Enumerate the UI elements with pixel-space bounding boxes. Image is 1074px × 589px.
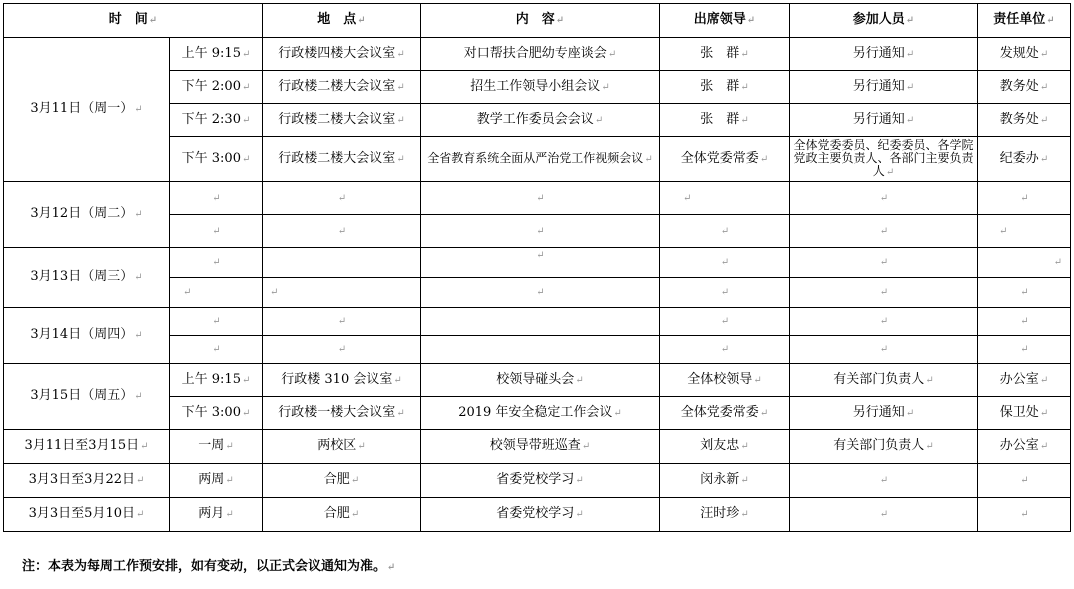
empty-cell: ↵ [660, 248, 790, 278]
dept-cell: 教务处↵ [978, 71, 1071, 104]
empty-cell: ↵ [660, 278, 790, 308]
empty-cell: ↵ [790, 308, 978, 336]
dept-cell: 办公室↵ [978, 364, 1071, 397]
table-row [4, 182, 1071, 215]
place-cell: 行政楼二楼大会议室↵ [263, 71, 421, 104]
table-row [4, 248, 1071, 278]
empty-cell: ↵ [263, 308, 421, 336]
time-cell: 下午 3:00↵ [170, 397, 263, 430]
dept-cell: 纪委办↵ [978, 137, 1071, 182]
day-cell: 3月14日（周四）↵ [4, 308, 170, 364]
leader-cell: 全体校领导↵ [660, 364, 790, 397]
place-cell: 行政楼二楼大会议室↵ [263, 104, 421, 137]
leader-cell: 全体党委常委↵ [660, 137, 790, 182]
empty-cell: ↵ [660, 308, 790, 336]
time-cell: 下午 3:00↵ [170, 137, 263, 182]
place-cell: 行政楼四楼大会议室↵ [263, 38, 421, 71]
time-cell: 上午 9:15↵ [170, 364, 263, 397]
empty-cell: ↵ [421, 215, 660, 248]
empty-cell: ↵ [978, 248, 1071, 278]
header-time: 时 间↵ [4, 4, 263, 38]
empty-cell: ↵ [263, 182, 421, 215]
dept-cell: 发规处↵ [978, 38, 1071, 71]
empty-cell [263, 248, 421, 278]
empty-cell: ↵ [421, 182, 660, 215]
schedule-table [3, 3, 1071, 532]
empty-cell: ↵ [790, 182, 978, 215]
time-cell: 下午 2:30↵ [170, 104, 263, 137]
place-cell: 行政楼 310 会议室↵ [263, 364, 421, 397]
place-cell: 两校区↵ [263, 430, 421, 464]
leader-cell: 张 群↵ [660, 104, 790, 137]
participants-cell: 另行通知↵ [790, 71, 978, 104]
footnote: 注：本表为每周工作预安排，如有变动，以正式会议通知为准。↵ [22, 559, 396, 574]
table-row [4, 498, 1071, 532]
empty-cell: ↵ [170, 308, 263, 336]
table-row [4, 464, 1071, 498]
place-cell: 合肥↵ [263, 498, 421, 532]
participants-cell: ↵ [790, 498, 978, 532]
content-cell: 省委党校学习↵ [421, 464, 660, 498]
header-participants: 参加人员↵ [790, 4, 978, 38]
content-cell: 校领导碰头会↵ [421, 364, 660, 397]
time-cell: 下午 2:00↵ [170, 71, 263, 104]
place-cell: 行政楼二楼大会议室↵ [263, 137, 421, 182]
empty-cell: ↵ [978, 215, 1071, 248]
participants-cell: 有关部门负责人↵ [790, 430, 978, 464]
table-row [4, 38, 1071, 71]
empty-cell: ↵ [978, 308, 1071, 336]
empty-cell: ↵ [790, 278, 978, 308]
empty-cell: ↵ [978, 336, 1071, 364]
day-cell: 3月3日至5月10日↵ [4, 498, 170, 532]
empty-cell: ↵ [170, 278, 263, 308]
empty-cell: ↵ [170, 215, 263, 248]
dept-cell: 教务处↵ [978, 104, 1071, 137]
day-cell: 3月15日（周五）↵ [4, 364, 170, 430]
leader-cell: 刘友忠↵ [660, 430, 790, 464]
empty-cell: ↵ [978, 278, 1071, 308]
header-content: 内 容↵ [421, 4, 660, 38]
time-cell: 一周↵ [170, 430, 263, 464]
day-cell: 3月11日（周一）↵ [4, 38, 170, 182]
leader-cell: 张 群↵ [660, 71, 790, 104]
time-cell: 两月↵ [170, 498, 263, 532]
leader-cell: 全体党委常委↵ [660, 397, 790, 430]
content-cell: 2019 年安全稳定工作会议↵ [421, 397, 660, 430]
participants-cell: ↵ [790, 464, 978, 498]
header-place: 地 点↵ [263, 4, 421, 38]
content-cell: 教学工作委员会会议↵ [421, 104, 660, 137]
empty-cell: ↵ [660, 336, 790, 364]
participants-cell: 另行通知↵ [790, 38, 978, 71]
content-cell: 校领导带班巡查↵ [421, 430, 660, 464]
dept-cell: ↵ [978, 464, 1071, 498]
empty-cell: ↵ [263, 215, 421, 248]
header-leader: 出席领导↵ [660, 4, 790, 38]
time-cell: 两周↵ [170, 464, 263, 498]
leader-cell: 汪时珍↵ [660, 498, 790, 532]
empty-cell: ↵ [170, 336, 263, 364]
leader-cell: 闵永新↵ [660, 464, 790, 498]
empty-cell: ↵ [978, 182, 1071, 215]
empty-cell: ↵ [263, 336, 421, 364]
participants-cell: 另行通知↵ [790, 104, 978, 137]
empty-cell: ↵ [790, 215, 978, 248]
empty-cell [421, 336, 660, 364]
empty-cell: ↵ [263, 278, 421, 308]
empty-cell [421, 308, 660, 336]
table-row [4, 364, 1071, 397]
empty-cell: ↵ [790, 248, 978, 278]
dept-cell: 保卫处↵ [978, 397, 1071, 430]
dept-cell: 办公室↵ [978, 430, 1071, 464]
day-cell: 3月12日（周二）↵ [4, 182, 170, 248]
empty-cell: ↵ [660, 182, 790, 215]
empty-cell: ↵ [660, 215, 790, 248]
empty-cell: ↵ [170, 248, 263, 278]
empty-cell: ↵ [421, 248, 660, 278]
day-cell: 3月3日至3月22日↵ [4, 464, 170, 498]
place-cell: 行政楼一楼大会议室↵ [263, 397, 421, 430]
leader-cell: 张 群↵ [660, 38, 790, 71]
participants-cell: 另行通知↵ [790, 397, 978, 430]
empty-cell: ↵ [170, 182, 263, 215]
dept-cell: ↵ [978, 498, 1071, 532]
empty-cell: ↵ [421, 278, 660, 308]
header-row [4, 4, 1071, 38]
day-cell: 3月11日至3月15日↵ [4, 430, 170, 464]
participants-cell: 全体党委委员、纪委委员、各学院党政主要负责人、各部门主要负责人↵ [790, 137, 978, 182]
day-cell: 3月13日（周三）↵ [4, 248, 170, 308]
content-cell: 省委党校学习↵ [421, 498, 660, 532]
table-row [4, 308, 1071, 336]
participants-cell: 有关部门负责人↵ [790, 364, 978, 397]
content-cell: 全省教育系统全面从严治党工作视频会议↵ [421, 137, 660, 182]
place-cell: 合肥↵ [263, 464, 421, 498]
empty-cell: ↵ [790, 336, 978, 364]
header-dept: 责任单位↵ [978, 4, 1071, 38]
time-cell: 上午 9:15↵ [170, 38, 263, 71]
content-cell: 对口帮扶合肥幼专座谈会↵ [421, 38, 660, 71]
table-row [4, 430, 1071, 464]
content-cell: 招生工作领导小组会议↵ [421, 71, 660, 104]
